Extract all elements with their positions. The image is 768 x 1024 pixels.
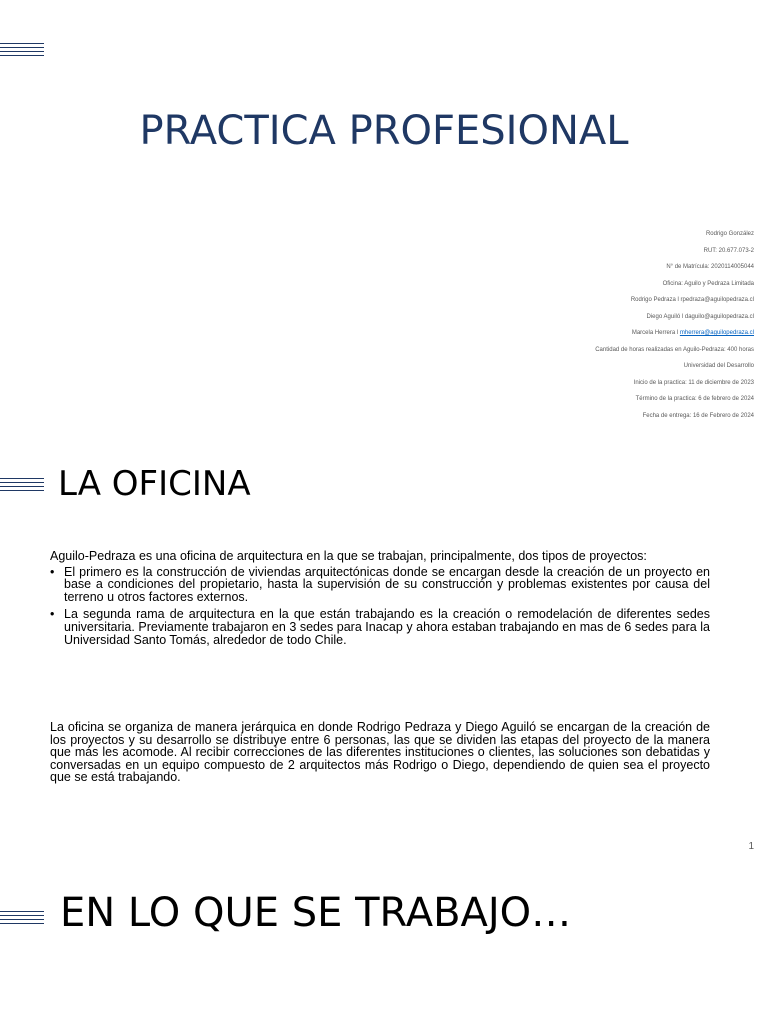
page-title: PRACTICA PROFESIONAL xyxy=(139,108,629,154)
list-item: • La segunda rama de arquitectura en la que están trabajando es la creación o remodelación de diferentes sedes universitaria. Previamente trabajaron en 3 sedes para Inacap y ahora estaban trabajando en mas de 6 sedes para la Universidad Santo Tomás, alrededor de todo Chile. xyxy=(64,608,710,646)
hours-completed: Cantidad de horas realizadas en Aguilo-Pedraza: 400 horas xyxy=(595,346,754,353)
section-heading-trabajo: EN LO QUE SE TRABAJO… xyxy=(60,890,572,936)
section-heading-oficina: LA OFICINA xyxy=(58,464,251,504)
oficina-organization-block xyxy=(50,721,710,784)
contact-marcela-email-link[interactable]: mherrera@aguilopedraza.cl xyxy=(679,330,754,336)
decorative-lines-oficina xyxy=(0,478,44,492)
decorative-lines-trabajo xyxy=(0,911,44,925)
oficina-intro-block xyxy=(50,550,710,651)
university-name: Universidad del Desarrollo xyxy=(683,363,754,369)
oficina-organization-text: La oficina se organiza de manera jerárquica en donde Rodrigo Pedraza y Diego Aguiló se encargan de la creación de los proyectos y su desarrollo se distribuye entre 6 personas, las que se dividen las etapas del proyecto de la manera que más les acomode. Al recibir correcciones de las diferentes instituciones o clientes, las soluciones son debatidas y conversadas en un equipo compuesto de 2 arquitectos más Rodrigo o Diego, dependiendo de quien sea el proyecto que se está trabajando. xyxy=(50,720,710,785)
office-name: Oficina: Aguilo y Pedraza Limitada xyxy=(662,280,754,287)
contact-marcela-name: Marcela Herrera l xyxy=(631,330,680,336)
contact-marcela xyxy=(595,325,754,342)
student-name: Rodrigo González xyxy=(705,231,754,237)
delivery-date: Fecha de entrega: 16 de Febrero de 2024 xyxy=(642,412,754,419)
contact-diego: Diego Aguiló l daguilo@aguilopedraza.cl xyxy=(646,313,754,320)
student-rut: RUT: 20.677.073-2 xyxy=(703,247,754,254)
end-date: Término de la practica: 6 de febrero de 2024 xyxy=(635,396,754,402)
start-date: Inicio de la practica: 11 de diciembre de 2023 xyxy=(633,379,754,386)
student-info-block xyxy=(595,226,754,424)
page-number: 1 xyxy=(748,841,754,852)
list-item: • El primero es la construcción de viviendas arquitectónicas donde se encargan desde la creación de un proyecto en base a condiciones del propietario, hasta la supervisión de su construcción y problemas existentes por causa del terreno u otros factores externos. xyxy=(64,566,710,604)
student-matricula: N° de Matrícula: 2020114005044 xyxy=(666,264,754,270)
project-types-list xyxy=(50,566,710,647)
contact-rodrigo: Rodrigo Pedraza l rpedraza@aguilopedraza.cl xyxy=(630,297,754,303)
decorative-lines-top xyxy=(0,43,44,57)
oficina-intro: Aguilo-Pedraza es una oficina de arquitectura en la que se trabajan, principalmente, dos tipos de proyectos: xyxy=(50,549,647,563)
